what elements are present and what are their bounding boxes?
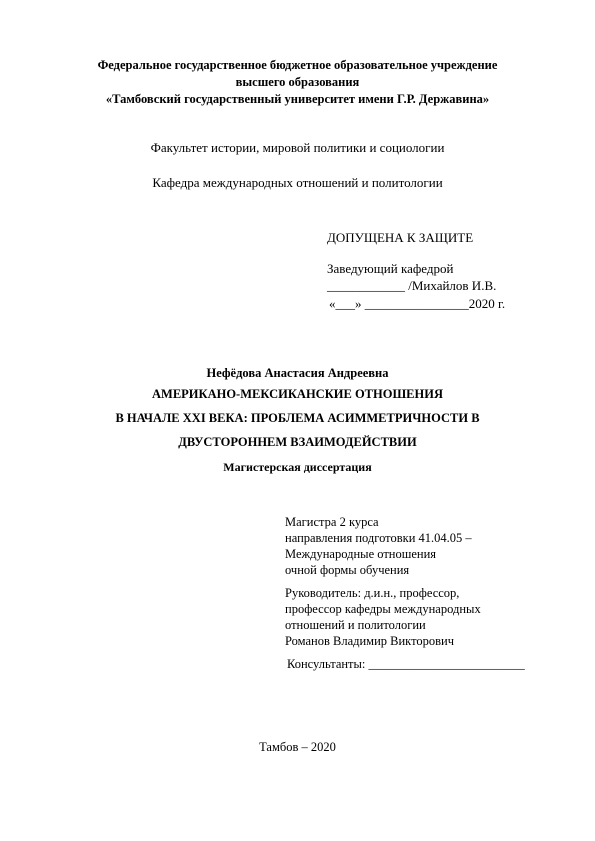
institution-line-2: высшего образования [235,75,360,89]
approval-head-label: Заведующий кафедрой [327,261,454,276]
approval-date-line: «___» ________________2020 г. [329,296,506,311]
consultants-line: Консультанты: _________________________ [287,657,525,671]
approval-title: ДОПУЩЕНА К ЗАЩИТЕ [327,230,474,245]
student-info-line-4: очной формы обучения [285,563,410,577]
supervisor-line-4: Романов Владимир Викторович [285,634,455,648]
work-type: Магистерская диссертация [223,460,372,474]
student-info-line-1: Магистра 2 курса [285,515,379,529]
place-year: Тамбов – 2020 [259,740,336,754]
institution-line-3: «Тамбовский государственный университет имени Г.Р. Державина» [105,92,490,106]
student-info-line-2: направления подготовки 41.04.05 – [285,531,472,545]
thesis-title-line-3: ДВУСТОРОННЕМ ВЗАИМОДЕЙСТВИИ [178,435,417,449]
supervisor-line-2: профессор кафедры международных [285,602,481,616]
approval-signature-line: ____________ /Михайлов И.В. [327,278,497,293]
supervisor-line-3: отношений и политологии [285,618,426,632]
supervisor-line-1: Руководитель: д.и.н., профессор, [285,586,460,600]
student-info-line-3: Международные отношения [285,547,437,561]
author-name: Нефёдова Анастасия Андреевна [206,366,389,380]
department-name: Кафедра международных отношений и политологии [152,175,443,190]
thesis-title-line-1: АМЕРИКАНО-МЕКСИКАНСКИЕ ОТНОШЕНИЯ [152,387,443,401]
faculty-name: Факультет истории, мировой политики и социологии [150,140,445,155]
thesis-title-line-2: В НАЧАЛЕ XXI ВЕКА: ПРОБЛЕМА АСИММЕТРИЧНОСТИ В [115,411,480,425]
institution-line-1: Федеральное государственное бюджетное образовательное учреждение [97,58,498,72]
